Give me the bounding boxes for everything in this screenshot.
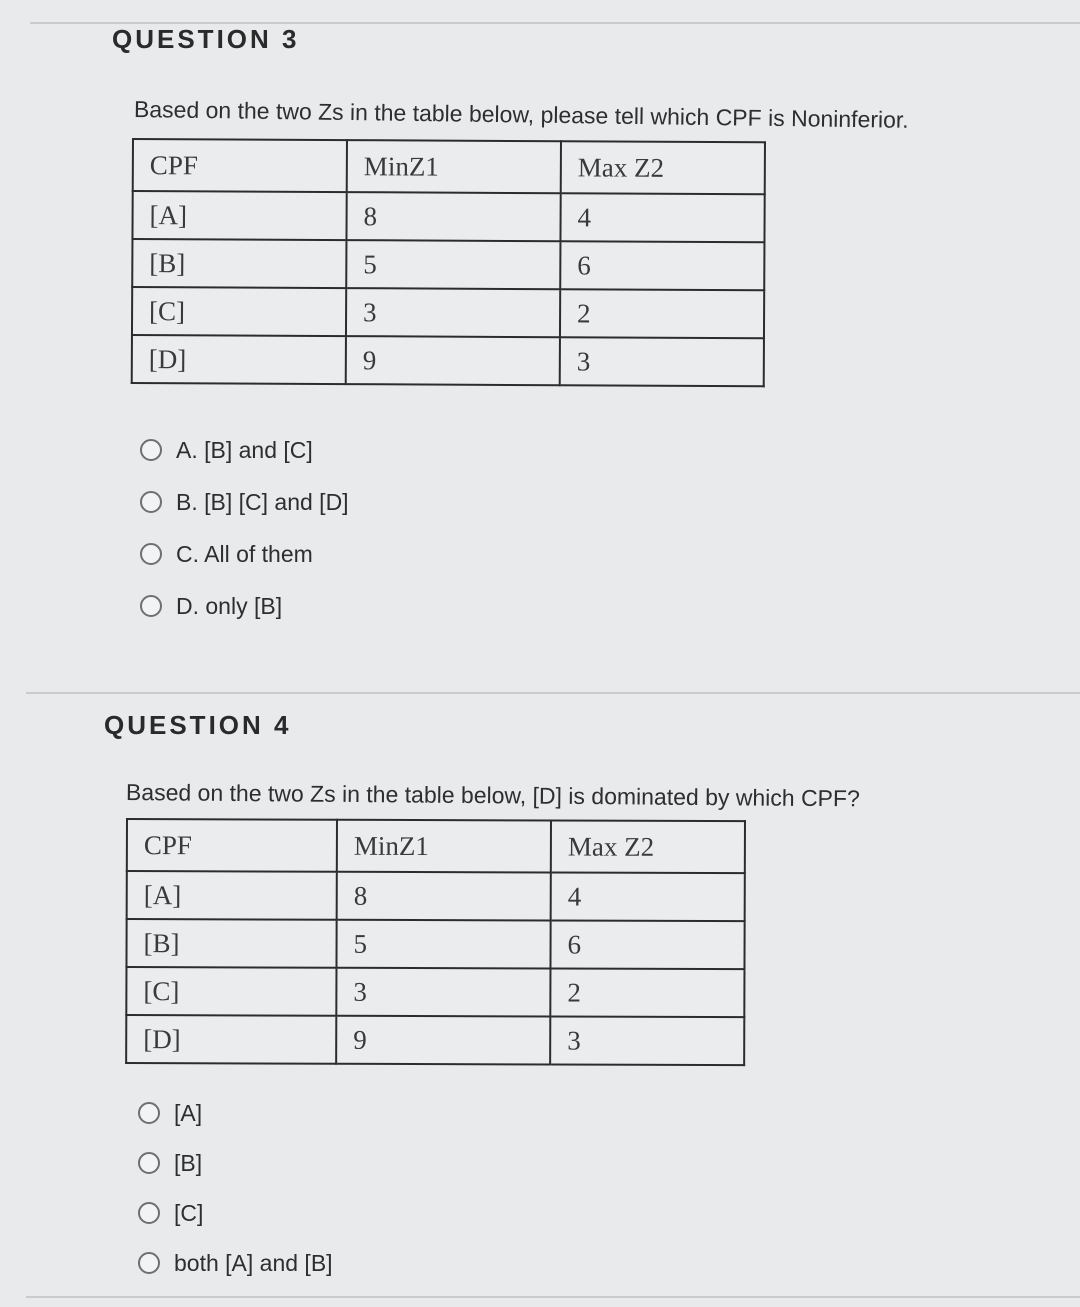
header-minz1: MinZ1 (347, 140, 561, 193)
option-label: [A] (174, 1099, 203, 1126)
maxz2-cell: 4 (560, 193, 764, 242)
minz1-cell: 9 (346, 336, 560, 385)
table-header-row (133, 139, 765, 194)
minz1-cell: 8 (346, 192, 560, 241)
cpf-cell: [C] (132, 287, 346, 336)
q4-option-a[interactable] (138, 1088, 333, 1138)
option-label: D. only [B] (176, 592, 283, 619)
table-row (127, 871, 745, 921)
radio-button-icon[interactable] (138, 1202, 160, 1224)
question-3-prompt: Based on the two Zs in the table below, please tell which CPF is Noninferior. (133, 96, 909, 133)
minz1-cell: 5 (336, 920, 550, 969)
q3-option-c[interactable] (140, 528, 349, 580)
bottom-divider (26, 1296, 1080, 1298)
q4-option-b[interactable] (138, 1138, 333, 1188)
minz1-cell: 3 (336, 968, 550, 1017)
header-cpf: CPF (133, 139, 347, 192)
cpf-cell: [A] (132, 191, 346, 240)
maxz2-cell: 3 (560, 337, 764, 386)
q4-option-d[interactable] (138, 1238, 333, 1288)
question-3-options (140, 424, 349, 632)
table-row (126, 967, 744, 1017)
minz1-cell: 5 (346, 240, 560, 289)
cpf-cell: [C] (126, 967, 336, 1016)
cpf-cell: [B] (126, 919, 336, 968)
q4-option-c[interactable] (138, 1188, 333, 1238)
question-3-title: QUESTION 3 (112, 24, 300, 54)
minz1-cell: 3 (346, 288, 560, 337)
header-maxz2: Max Z2 (561, 141, 765, 194)
minz1-cell: 9 (336, 1016, 550, 1065)
q3-option-a[interactable] (140, 424, 349, 476)
question-4-table (125, 818, 746, 1066)
question-divider (26, 692, 1080, 694)
maxz2-cell: 2 (550, 968, 744, 1017)
maxz2-cell: 3 (550, 1016, 744, 1065)
cpf-cell: [D] (132, 335, 346, 384)
minz1-cell: 8 (337, 872, 551, 921)
question-4-prompt: Based on the two Zs in the table below, [D] is dominated by which CPF? (125, 779, 860, 812)
cpf-cell: [B] (132, 239, 346, 288)
header-minz1: MinZ1 (337, 820, 551, 873)
cpf-cell: [D] (126, 1015, 336, 1064)
radio-button-icon[interactable] (138, 1152, 160, 1174)
table-row (126, 1015, 744, 1065)
cpf-cell: [A] (127, 871, 337, 920)
option-label: B. [B] [C] and [D] (176, 488, 349, 515)
q3-option-b[interactable] (140, 476, 349, 528)
maxz2-cell: 6 (560, 241, 764, 290)
table-row (132, 191, 764, 242)
option-label: A. [B] and [C] (176, 436, 313, 463)
radio-button-icon[interactable] (140, 595, 162, 617)
radio-button-icon[interactable] (140, 439, 162, 461)
radio-button-icon[interactable] (140, 491, 162, 513)
option-label: [C] (174, 1199, 204, 1226)
question-4-title: QUESTION 4 (104, 710, 292, 740)
maxz2-cell: 2 (560, 289, 764, 338)
option-label: [B] (174, 1149, 203, 1176)
table-row (132, 287, 764, 338)
question-4-options (138, 1088, 333, 1288)
q3-option-d[interactable] (140, 580, 349, 632)
option-label: C. All of them (176, 540, 313, 567)
header-maxz2: Max Z2 (551, 820, 745, 873)
question-3-table (131, 138, 766, 387)
table-row (132, 335, 764, 386)
table-row (126, 919, 744, 969)
maxz2-cell: 4 (551, 872, 745, 921)
header-cpf: CPF (127, 819, 337, 872)
maxz2-cell: 6 (550, 920, 744, 969)
radio-button-icon[interactable] (138, 1102, 160, 1124)
table-row (132, 239, 764, 290)
radio-button-icon[interactable] (140, 543, 162, 565)
option-label: both [A] and [B] (174, 1249, 333, 1276)
radio-button-icon[interactable] (138, 1252, 160, 1274)
table-header-row (127, 819, 745, 873)
